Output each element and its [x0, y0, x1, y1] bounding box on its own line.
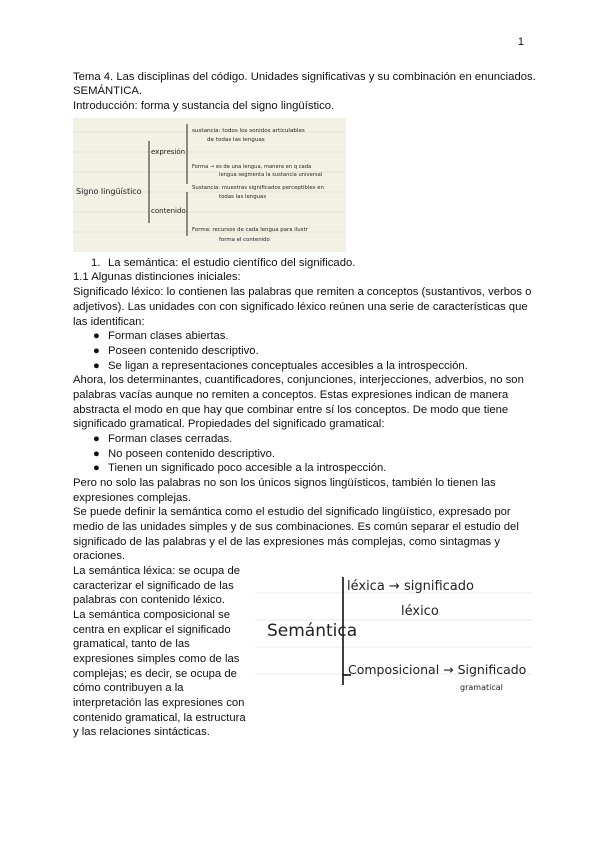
p5-line: cómo contribuyen a la [73, 682, 184, 694]
bullet-grammatical-2: No poseen contenido descriptivo. [108, 448, 276, 460]
fig1-forma-cont-2: forma el contenido [219, 237, 270, 243]
p5-line: expresiones simples como de las [73, 653, 240, 665]
p5-line: y las relaciones sintácticas. [73, 726, 210, 738]
fig2-composicional: Composicional → Significado [348, 662, 527, 677]
doc-subtitle: SEMÁNTICA. [73, 85, 143, 97]
p2-line: abstracta el modo en que hay que combinar entre sí los conceptos. De modo que tiene [73, 404, 509, 416]
p4-line: significado de las palabras y el de las expresiones más complejas, como sintagmas y [73, 536, 500, 548]
fig1-sust-cont-1: Sustancia: muestras significados perceptibles en [192, 185, 324, 191]
bullet-dot: ● [93, 330, 100, 342]
fig1-contenido: contenido [151, 207, 186, 215]
bullet-lexical-1: Forman clases abiertas. [108, 330, 229, 342]
page-number: 1 [517, 36, 524, 48]
intro-heading: Introducción: forma y sustancia del signo lingüístico. [73, 100, 335, 112]
section-1-number: 1. [91, 257, 101, 269]
bullet-lexical-2: Poseen contenido descriptivo. [108, 345, 259, 357]
fig2-gramatical: gramatical [460, 683, 503, 692]
p4-line: medio de las unidades simples y de sus combinaciones. Es común separar el estudio del [73, 521, 519, 533]
bullet-grammatical-1: Forman clases cerradas. [108, 433, 233, 445]
p2-line: Ahora, los determinantes, cuantificadores, conjunciones, interjecciones, adverbios, no son [73, 374, 524, 386]
fig1-sust-exp-2: de todas las lenguas [207, 137, 265, 143]
semantics-diagram [255, 573, 533, 696]
p5-line: caracterizar el significado de las [73, 580, 234, 592]
p5-line: La semántica léxica: se ocupa de [73, 565, 241, 577]
fig1-expresion: expresión [151, 148, 186, 156]
p1-line: Significado léxico: lo contienen las palabras que remiten a conceptos (sustantivos, verbos o [73, 286, 532, 298]
p5-line: centra en explicar el significado [73, 624, 231, 636]
fig1-forma-exp-2: lengua segmenta la sustancia universal [219, 172, 323, 178]
p5-line: contenido gramatical, la estructura [73, 712, 246, 724]
bullet-grammatical-3: Tienen un significado poco accesible a la introspección. [108, 462, 387, 474]
fig1-root: Signo lingüístico [76, 187, 142, 196]
fig2-root: Semántica [267, 621, 358, 641]
bullet-dot: ● [93, 462, 100, 474]
subsection-1-1: 1.1 Algunas distinciones iniciales: [73, 271, 241, 283]
p5-line: palabras con contenido léxico. [73, 594, 225, 606]
p4-line: Se puede definir la semántica como el estudio del significado lingüístico, expresado por [73, 506, 511, 518]
p5-line: gramatical, tanto de las [73, 638, 190, 650]
section-1-heading: La semántica: el estudio científico del significado. [108, 257, 356, 269]
p1-line: las identifican: [73, 316, 145, 328]
p3-line: Pero no solo las palabras no son los únicos signos lingüísticos, también lo tienen las [73, 477, 496, 489]
p3-line: expresiones complejas. [73, 492, 192, 504]
fig1-sust-cont-2: todas las lenguas [219, 194, 267, 200]
p2-line: significado gramatical. Propiedades del significado gramatical: [73, 418, 385, 430]
p5-line: La semántica composicional se [73, 609, 230, 621]
bullet-dot: ● [93, 448, 100, 460]
bullet-lexical-3: Se ligan a representaciones conceptuales accesibles a la introspección. [108, 360, 468, 372]
p2-line: palabras vacías aunque no remiten a conceptos. Estas expresiones indican de manera [73, 389, 509, 401]
doc-title: Tema 4. Las disciplinas del código. Unidades significativas y su combinación en enunciados. [73, 71, 536, 83]
fig2-lexica: léxica → significado [347, 579, 474, 594]
bullet-dot: ● [93, 360, 100, 372]
p1-line: adjetivos). Las unidades con con significado léxico reúnen una serie de características que [73, 301, 528, 313]
p4-line: oraciones. [73, 550, 126, 562]
fig1-forma-cont-1: Forma: recursos de cada lengua para ilustr [192, 227, 308, 233]
fig2-lexico: léxico [401, 604, 439, 619]
bullet-dot: ● [93, 433, 100, 445]
fig1-sust-exp-1: sustancia: todos los sonidos articulables [192, 128, 305, 134]
p5-line: interpretación las expresiones con [73, 697, 245, 709]
fig1-forma-exp-1: Forma → es de una lengua, manera en q cada [192, 164, 312, 170]
bullet-dot: ● [93, 345, 100, 357]
p5-line: complejas; es decir, se ocupa de [73, 668, 237, 680]
sign-diagram [73, 118, 346, 252]
